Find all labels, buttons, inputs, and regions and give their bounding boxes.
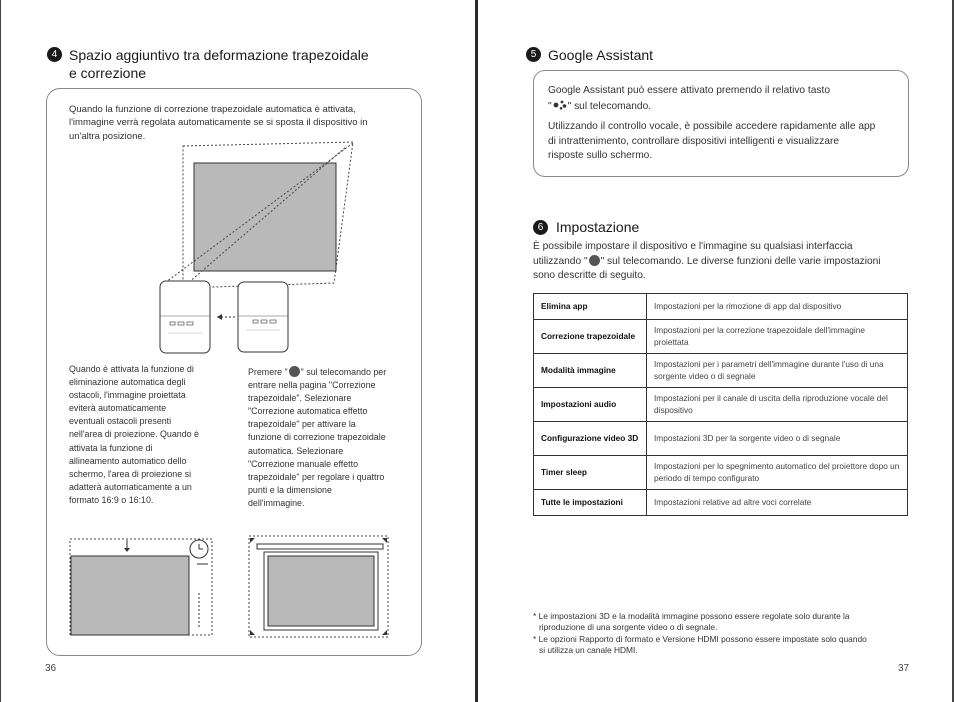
setting-name: Timer sleep	[534, 456, 647, 490]
footnote-line: riproduzione di una sorgente video o di segnale.	[539, 622, 718, 633]
settings-intro-line-1: È possibile impostare il dispositivo e l'immagine su qualsiasi interfaccia	[533, 241, 853, 252]
page-number-right: 37	[898, 663, 910, 674]
corner-arrow	[382, 630, 387, 635]
adjusted-image	[71, 556, 189, 635]
remote-line: automatica. Selezionare	[248, 445, 344, 456]
table-row	[534, 294, 908, 320]
adjust-arrow-head	[124, 548, 130, 552]
keystone-diagram	[150, 138, 370, 358]
setting-name: Correzione trapezoidale	[534, 320, 647, 354]
remote-line-1a: Premere "	[248, 367, 288, 377]
obstacle-line: adatterà automaticamente a un	[69, 481, 192, 492]
remote-line: "Correzione manuale effetto	[248, 458, 359, 469]
page-number-left: 36	[45, 663, 57, 674]
footnotes	[533, 611, 913, 657]
table-row	[534, 388, 908, 422]
table-row	[534, 456, 908, 490]
table-row	[534, 320, 908, 354]
corner-arrow	[382, 538, 387, 543]
setting-name: Impostazioni audio	[534, 388, 647, 422]
projector-icon	[160, 281, 210, 353]
obstacle-line: nell'area di proiezione. Quando è	[69, 429, 199, 440]
settings-icon	[289, 366, 300, 377]
settings-intro-line-3: sono descritte di seguito.	[533, 270, 646, 282]
footnote-line: * Le opzioni Rapporto di formato e Versione HDMI possono essere impostate solo quando	[533, 633, 867, 644]
obstacle-line: eviterà automaticamente	[69, 403, 167, 414]
title-line-2: e correzione	[69, 65, 147, 81]
table-row	[534, 422, 908, 456]
section-title-keystone	[69, 46, 369, 82]
setting-description: Impostazioni 3D per la sorgente video o di segnale	[647, 422, 908, 456]
setting-description: Impostazioni per la correzione trapezoidale dell'immagine proiettata	[647, 320, 908, 354]
settings-icon	[589, 255, 600, 266]
obstacle-line: attivata la funzione di	[69, 442, 153, 453]
assistant-line-1: Google Assistant può essere attivato premendo il relativo tasto	[548, 85, 831, 96]
section-badge-5: 5	[526, 47, 541, 62]
footnote-line: si utilizza un canale HDMI.	[539, 645, 638, 656]
remote-line: trapezoidale". Selezionare	[248, 393, 352, 404]
section-badge-4: 4	[47, 47, 62, 62]
remote-line: dell'immagine.	[248, 497, 305, 508]
footnote-list	[533, 611, 913, 657]
remote-line: funzione di correzione trapezoidale	[248, 432, 386, 443]
obstacle-line: ostacoli, l'immagine proiettata	[69, 390, 186, 401]
table-row	[534, 354, 908, 388]
obstacle-avoidance-text	[69, 363, 229, 507]
remote-keystone-text	[248, 366, 413, 510]
section-title-assistant: Google Assistant	[548, 47, 654, 63]
clock-icon	[190, 540, 208, 558]
intro-line: Quando la funzione di correzione trapezoidale automatica è attivata,	[69, 104, 356, 115]
obstacle-line: eliminazione automatica degli	[69, 377, 186, 388]
corner-arrow	[250, 630, 255, 635]
corner-arrow	[250, 538, 255, 543]
assistant-para-line: Utilizzando il controllo vocale, è possibile accedere rapidamente alle app	[548, 121, 876, 133]
assistant-para-2	[548, 120, 898, 164]
remote-line: "Correzione automatica effetto	[248, 406, 368, 417]
setting-description: Impostazioni relative ad altre voci correlate	[647, 490, 908, 516]
projector-icon	[238, 282, 288, 352]
assistant-line-2	[548, 99, 898, 115]
intro-line: un'altra posizione.	[69, 130, 146, 142]
remote-line: punti e la dimensione	[248, 484, 332, 495]
fitted-image	[268, 556, 374, 626]
assistant-text	[548, 84, 898, 164]
screen-bar	[257, 544, 383, 549]
obstacle-line: formato 16:9 o 16:10.	[69, 494, 154, 505]
footnote-line: * Le impostazioni 3D e la modalità immagine possono essere regolate solo durante la	[533, 611, 850, 621]
setting-name: Elimina app	[534, 294, 647, 320]
screen-fit-diagram	[246, 532, 392, 640]
remote-line-1	[248, 366, 413, 379]
settings-table	[533, 293, 908, 516]
obstacle-lines	[69, 363, 229, 507]
intro-line: l'immagine verrà regolata automaticamente se si sposta il dispositivo in	[69, 117, 368, 129]
obstacle-line: allineamento automatico dello	[69, 455, 187, 466]
setting-description: Impostazioni per i parametri dell'immagine durante l'uso di una sorgente video o di segnale	[647, 354, 908, 388]
move-arrow-head	[217, 314, 222, 320]
remote-lines	[248, 379, 413, 510]
title-line-1: Spazio aggiuntivo tra deformazione trapezoidale	[69, 47, 369, 63]
assistant-para-line: di intrattenimento, controllare dispositivi intelligenti e visualizzare	[548, 135, 840, 147]
setting-description: Impostazioni per il canale di uscita della riproduzione vocale del dispositivo	[647, 388, 908, 422]
obstacle-line: eventuali ostacoli presenti	[69, 416, 172, 427]
setting-description: Impostazioni per lo spegnimento automatico del proiettore dopo un periodo di tempo configurato	[647, 456, 908, 490]
settings-intro-line-2b: " sul telecomando. Le diverse funzioni delle varie impostazioni	[600, 255, 881, 267]
page-divider	[475, 0, 478, 702]
obstacle-line: schermo, l'area di proiezione si	[69, 468, 192, 479]
section-title-settings: Impostazione	[556, 219, 640, 235]
setting-name: Configurazione video 3D	[534, 422, 647, 456]
obstacle-line: Quando è attivata la funzione di	[69, 364, 194, 374]
settings-intro-line-2	[533, 255, 908, 270]
settings-intro-line-2a: utilizzando "	[533, 255, 588, 267]
remote-line: trapezoidale" per regolare i quattro	[248, 471, 385, 482]
setting-name: Tutte le impostazioni	[534, 490, 647, 516]
page-edge-left	[0, 0, 1, 702]
setting-description: Impostazioni per la rimozione di app dal dispositivo	[647, 294, 908, 320]
section-badge-6: 6	[533, 220, 548, 235]
obstacle-diagram	[66, 536, 216, 640]
remote-line: entrare nella pagina "Correzione	[248, 380, 376, 391]
table-row	[534, 490, 908, 516]
remote-line-1b: " sul telecomando per	[300, 367, 387, 377]
setting-name: Modalità immagine	[534, 354, 647, 388]
assistant-para-line: risposte sullo schermo.	[548, 150, 653, 162]
google-assistant-icon	[552, 99, 568, 110]
remote-line: trapezoidale" per attivare la	[248, 419, 356, 430]
assistant-line-2a: "	[548, 100, 552, 112]
assistant-line-2b: " sul telecomando.	[567, 100, 652, 112]
settings-intro	[533, 240, 908, 284]
